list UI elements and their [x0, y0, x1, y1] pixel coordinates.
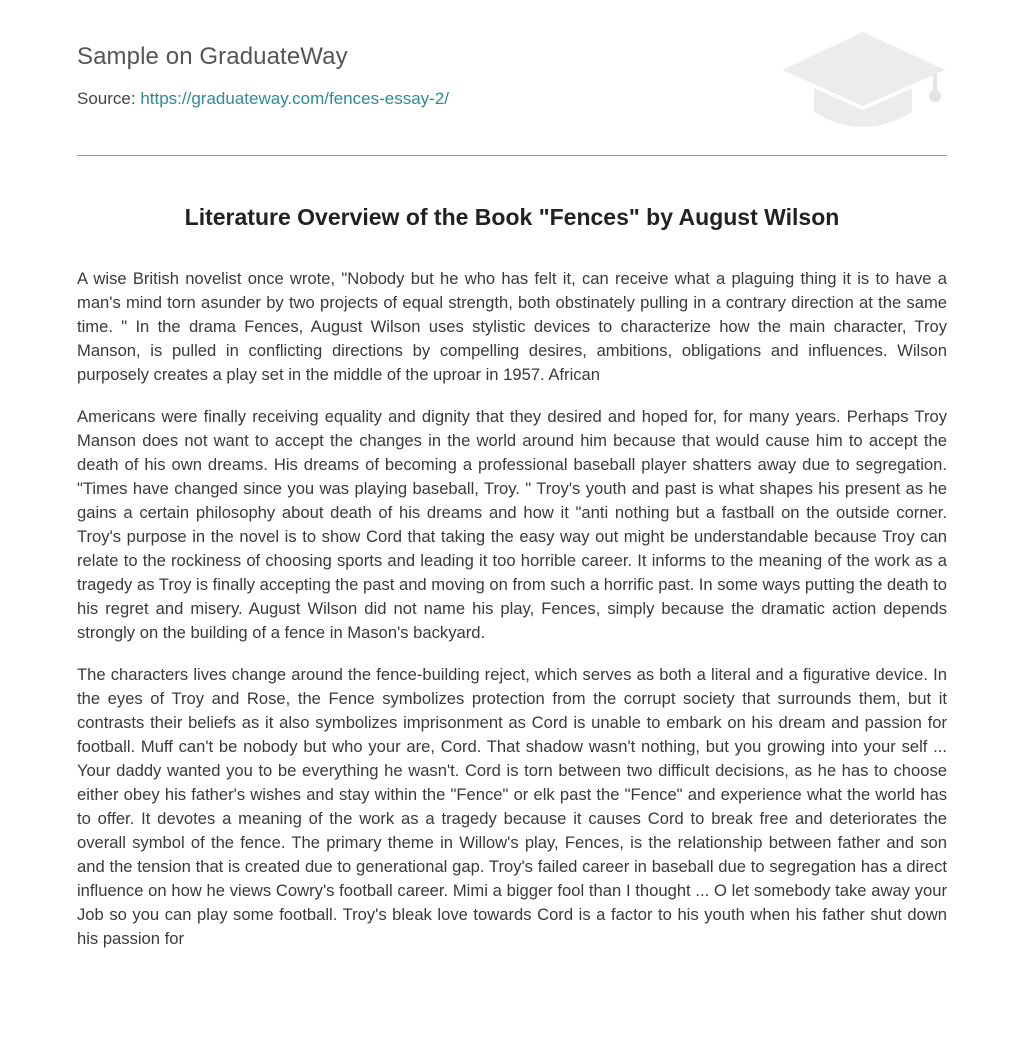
- header: [77, 0, 947, 156]
- source-label: Source:: [77, 89, 136, 108]
- source-line: [77, 89, 449, 109]
- page: [77, 0, 947, 948]
- essay-paragraph-3: The characters lives change around the fence-building reject, which serves as both a literal and a figurative device. In the eyes of Troy and Rose, the Fence symbolizes protection from the corrupt society that surrounds them, but it contrasts their beliefs as it also symbolizes imprisonment as Cord is unable to embark on his dream and passion for football. Muff can't be nobody but who your are, Cord. That shadow wasn't nothing, but you growing into your self ... Your daddy wanted you to be everything he wasn't. Cord is torn between two difficult decisions, as he has to choose either obey his father's wishes and stay within the "Fence" or elk past the "Fence" and experience what the world has to offer. It devotes a meaning of the work as a tragedy because it causes Cord to break free and deteriorates the overall symbol of the fence. The primary theme in Willow's play, Fences, is the relationship between father and son and the tension that is created due to generational gap. Troy's failed career in baseball due to segregation has a direct influence on how he views Cowry's football career. Mimi a bigger fool than I thought ... O let somebody take away your Job so you can play some football. Troy's bleak love towards Cord is a factor to his youth when his father shut down his passion for: [77, 665, 947, 948]
- essay-paragraph-2: Americans were finally receiving equality and dignity that they desired and hoped for, for many years. Perhaps Troy Manson does not want to accept the changes in the world around him because that would cause him to accept the death of his own dreams. His dreams of becoming a professional baseball player shatters away due to segregation. "Times have changed since you was playing baseball, Troy. " Troy's youth and past is what shapes his present as he gains a certain philosophy about death of his dreams and how it "anti nothing but a fastball on the outside corner. Troy's purpose in the novel is to show Cord that taking the easy way out might be understandable because Troy can relate to the rockiness of choosing sports and leading it too horrible career. It informs to the meaning of the work as a tragedy as Troy is finally accepting the past and moving on from such a horrific past. In some ways putting the death to his regret and misery. August Wilson did not name his play, Fences, simply because the dramatic action depends strongly on the building of a fence in Mason's backyard.: [77, 407, 947, 642]
- essay-title: Literature Overview of the Book "Fences" by August Wilson: [184, 204, 840, 230]
- site-title: Sample on GraduateWay: [77, 43, 348, 70]
- graduation-cap-icon: [780, 30, 950, 134]
- essay-body: [77, 267, 947, 969]
- source-link[interactable]: https://graduateway.com/fences-essay-2/: [140, 89, 449, 108]
- essay-paragraph-1: A wise British novelist once wrote, "Nobody but he who has felt it, can receive what a plaguing thing it is to have a man's mind torn asunder by two projects of equal strength, both obstinately pulling in a contrary direction at the same time. " In the drama Fences, August Wilson uses stylistic devices to characterize how the main character, Troy Manson, is pulled in conflicting directions by compelling desires, ambitions, obligations and influences. Wilson purposely creates a play set in the middle of the uproar in 1957. African: [77, 269, 947, 384]
